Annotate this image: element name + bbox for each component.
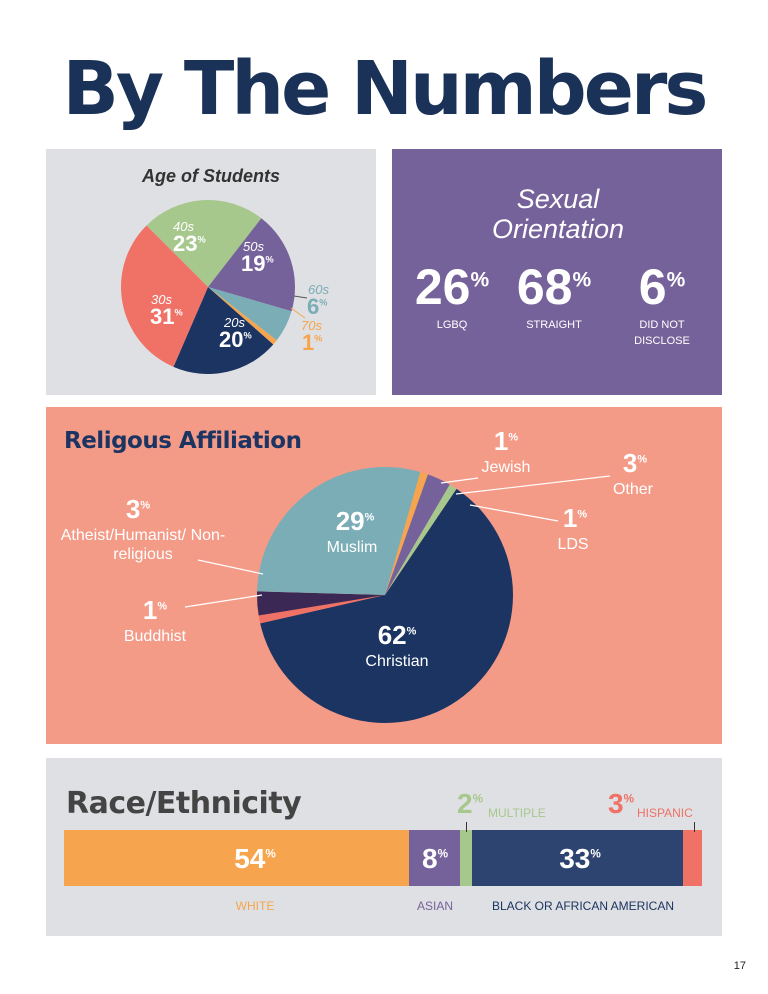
religion-jewish-label: Jewish xyxy=(481,459,531,476)
race-white-value: 54% xyxy=(234,843,276,874)
age-50s-label: 50s xyxy=(243,239,264,254)
race-asian-label: ASIAN xyxy=(416,899,453,913)
age-60s-label: 60s xyxy=(308,282,329,297)
religion-muslim-label: Muslim xyxy=(326,539,378,556)
race-black-label: BLACK OR AFRICAN AMERICAN xyxy=(491,899,675,913)
age-20s-label: 20s xyxy=(224,315,245,330)
race-multiple-label: MULTIPLE xyxy=(488,806,546,820)
age-chart-title: Age of Students xyxy=(142,166,280,186)
age-20s-value: 20% xyxy=(219,327,252,352)
age-70s-label: 70s xyxy=(301,318,322,333)
page-title: By The Numbers xyxy=(62,46,706,132)
religion-buddhist-leader-line xyxy=(185,595,262,607)
age-40s-value: 23% xyxy=(173,231,206,256)
race-chart-title: Race/Ethnicity xyxy=(66,786,302,821)
orientation-straight-value: 68% xyxy=(516,259,592,315)
orientation-lgbq-value: 26% xyxy=(414,259,490,315)
age-50s-value: 19% xyxy=(241,251,274,276)
religion-other-label: Other xyxy=(612,481,653,498)
page-number: 17 xyxy=(733,960,746,972)
religion-christian-label: Christian xyxy=(365,653,429,670)
age-40s-label: 40s xyxy=(173,219,194,234)
religion-buddhist-label: Buddhist xyxy=(123,628,187,645)
race-hispanic-tick xyxy=(694,822,695,832)
religion-lds-value: 1% xyxy=(562,503,588,533)
race-black-value: 33% xyxy=(559,843,601,874)
religion-muslim-value: 29% xyxy=(335,506,375,536)
religion-other-leader-line xyxy=(456,476,610,494)
race-multiple-value: 2% xyxy=(457,788,484,819)
religion-christian-value: 62% xyxy=(377,620,417,650)
age-30s-value: 31% xyxy=(150,304,183,329)
age-30s-label: 30s xyxy=(151,292,172,307)
orientation-lgbq-label: LGBQ xyxy=(436,319,468,331)
orientation-undisclosed-value: 6% xyxy=(638,259,686,315)
religion-jewish-leader-line xyxy=(441,478,478,483)
religion-chart-title: Religous Affiliation xyxy=(64,428,302,454)
religion-other-value: 3% xyxy=(622,448,648,478)
race-hispanic-value: 3% xyxy=(608,788,635,819)
religion-jewish-value: 1% xyxy=(493,426,519,456)
orientation-title: Sexual Orientation xyxy=(491,184,625,244)
religion-lds-label: LDS xyxy=(557,536,589,553)
orientation-undisclosed-label: DID NOT DISCLOSE xyxy=(634,319,690,347)
religion-atheist-label: Atheist/Humanist/ Non-religious xyxy=(60,527,226,564)
religion-buddhist-value: 1% xyxy=(142,595,168,625)
religion-atheist-value: 3% xyxy=(125,494,151,524)
race-asian-value: 8% xyxy=(421,843,449,874)
orientation-straight-label: STRAIGHT xyxy=(526,319,582,331)
age-60s-value: 6% xyxy=(307,294,328,319)
race-hispanic-label: HISPANIC xyxy=(637,806,693,820)
race-bar-segment-hispanic xyxy=(683,830,702,886)
race-multiple-tick xyxy=(466,822,467,832)
age-70s-value: 1% xyxy=(302,330,323,355)
race-white-label: WHITE xyxy=(235,899,275,913)
